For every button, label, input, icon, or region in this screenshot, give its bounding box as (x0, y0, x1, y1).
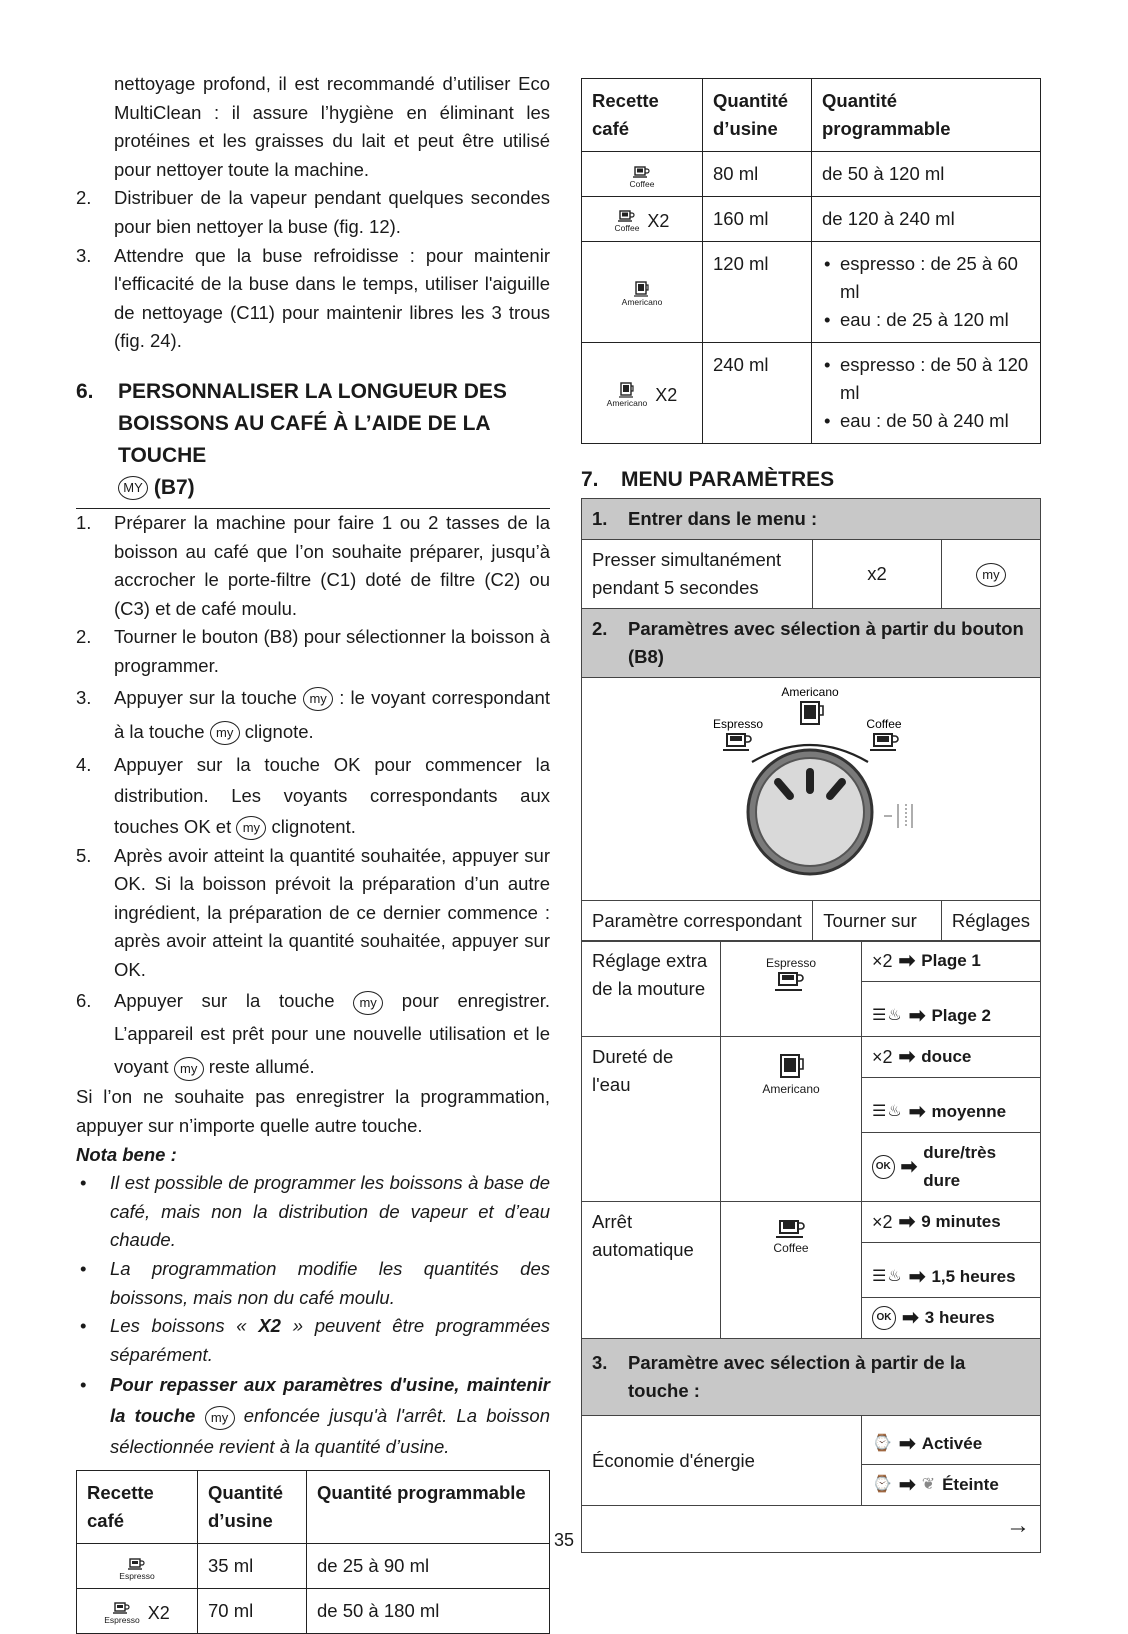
arrow-right-icon: ➡ (898, 1046, 916, 1069)
list-item: 1. Préparer la machine pour faire 1 ou 2 tasses de la boisson au café que l’on souhaite préparer, jusqu’à accrocher le porte-filtre (C1) doté de filtre (C2) ou (C3) et de café moulu. (76, 511, 550, 619)
note-item: • La programmation modifie les quantités des boissons, mais non du café moulu. (80, 1258, 550, 1308)
menu-bar-2: 2. Paramètres avec sélection à partir du bouton (B8) (582, 609, 1041, 678)
arrow-right-icon: ➡ (898, 1433, 916, 1456)
coffee-cup-icon: Coffee (773, 1218, 808, 1256)
my-key-icon: MY (118, 476, 148, 500)
espresso-cup-icon (723, 734, 751, 750)
menu-bar-3: 3. Paramètre avec sélection à partir de la touche : (582, 1339, 1041, 1416)
arrow-right-icon: ➡ (908, 1266, 926, 1289)
ok-key-icon: OK (872, 1155, 895, 1179)
continued-steps (76, 184, 550, 356)
ok-key-icon: OK (872, 1306, 896, 1330)
my-key-icon: my (976, 563, 1006, 587)
note-item: • Pour repasser aux paramètres d'usine, maintenir la touche my enfoncée jusqu'à l'arrêt. La boisson sélectionnée revient à la quantité d’usine. (80, 1374, 550, 1458)
coffee-cup-icon: Coffee (630, 165, 655, 189)
left-column (76, 70, 550, 1634)
list-item: 6. Appuyer sur la touche my pour enregistrer. L’appareil est prêt pour une nouvelle utilisation et le voyant my reste allumé. (76, 984, 550, 1083)
arrow-right-icon: ➡ (908, 1005, 926, 1028)
coffee-cup-icon (870, 734, 898, 750)
selector-dial-illustration (582, 678, 1040, 892)
arrow-right-icon: ➡ (900, 1156, 918, 1179)
espresso-cup-icon: Espresso (104, 1601, 139, 1625)
arrow-right-icon: ➡ (908, 1101, 926, 1124)
list-item: 2. Tourner le bouton (B8) pour sélectionner la boisson à programmer. (76, 626, 550, 676)
espresso-cup-icon: Espresso (119, 1557, 154, 1581)
menu-bar-1: 1. Entrer dans le menu : (582, 499, 1041, 540)
my-key-icon: my (210, 721, 240, 745)
page-number: 35 (553, 1530, 575, 1550)
arrow-right-icon: ➡ (898, 950, 916, 973)
americano-cup-icon (801, 702, 823, 724)
section-7-heading: 7. MENU PARAMÈTRES (581, 468, 835, 491)
right-column (581, 78, 1053, 1553)
my-key-icon: my (303, 687, 333, 711)
section-6-heading: 6. PERSONNALISER LA LONGUEUR DES BOISSONS AU CAFÉ À L’AIDE DE LA TOUCHE MY (B7) (76, 376, 550, 509)
note-item: • Il est possible de programmer les boissons à base de café, mais non la distribution de vapeur et d’eau chaude. (80, 1172, 550, 1251)
section-6-key-ref: (B7) (153, 475, 195, 499)
list-item: 5. Après avoir atteint la quantité souhaitée, appuyer sur OK. Si la boisson prévoit la préparation d’un autre ingrédient, la préparation de ce dernier commence : après avoir atteint la quantité souhaitée, appuyer sur OK. (76, 844, 550, 980)
arrow-right-icon: ➡ (898, 1474, 916, 1497)
parameter-rows-table: Réglage extra de la mouture Espresso ×2 ➡ Plage 1 ☰♨ ➡ Plage 2 Dureté de l'eau Americano ×2 ➡ douce ☰♨ ➡ moyenne OK ➡ dure/très dure Arrêt automatique Coffee ×2 ➡ 9 minutes ☰♨ ➡ 1,5 heures OK ➡ 3 heures 3. Paramètre avec sélection à partir de la touche : Économie d'énergie ⌚ ➡ Activée ⌚ ➡ ❦ Éteinte → (581, 940, 1041, 1553)
nota-bene-title: Nota bene : (76, 1143, 177, 1165)
leaf-icon: ❦ (921, 1476, 937, 1494)
energy-saving-key-icon: ⌚ (872, 1435, 893, 1453)
dial-label-americano: Americano (781, 685, 839, 699)
continued-arrow-icon: → (582, 1506, 1041, 1553)
list-item: 4. Appuyer sur la touche OK pour commencer la distribution. Les voyants correspondants aux touches OK et my clignotent. (76, 749, 550, 842)
americano-cup-icon: Americano (622, 281, 663, 307)
menu-steam-icon: ☰♨ (872, 1268, 903, 1286)
my-key-icon: my (236, 816, 266, 840)
americano-cup-icon: Americano (762, 1053, 819, 1097)
list-item: 3. Appuyer sur la touche my : le voyant correspondant à la touche my clignote. (76, 681, 550, 749)
note-item: • Les boissons « X2 » peuvent être programmées séparément. (80, 1315, 551, 1365)
selector-dial-figure (582, 678, 1041, 901)
espresso-quantity-table: Recette café Quantité d’usine Quantité programmable Espresso 35 ml de 25 à 90 ml Espresso X2 70 ml de 50 à 180 ml (76, 1470, 550, 1634)
arrow-right-icon: ➡ (902, 1307, 919, 1330)
list-item: 2. Distribuer de la vapeur pendant quelques secondes pour bien nettoyer la buse (fig. 12). (76, 187, 550, 237)
continued-paragraph: nettoyage profond, il est recommandé d’utiliser Eco MultiClean : il assure l’hygiène en éliminant les protéines et les graisses du lait et peut être utilisé pour nettoyer toute la machine. (114, 73, 550, 180)
no-save-paragraph: Si l’on ne souhaite pas enregistrer la programmation, appuyer sur n’importe quelle autre touche. (76, 1086, 550, 1137)
menu-steam-icon: ☰♨ (872, 1103, 903, 1121)
my-key-icon: my (353, 991, 383, 1015)
nota-bene-list (76, 1169, 550, 1462)
steam-indicator-icon (884, 804, 912, 828)
list-item: 3. Attendre que la buse refroidisse : pour maintenir l'efficacité de la buse dans le temps, utiliser l'aiguille de nettoyage (C11) pour maintenir libres les 3 trous (fig. 24). (76, 244, 550, 352)
programming-steps (76, 509, 550, 1084)
espresso-cup-icon: Espresso (766, 956, 816, 994)
my-key-icon: my (205, 1406, 235, 1430)
arrow-right-icon: ➡ (898, 1211, 916, 1234)
menu-steam-icon: ☰♨ (872, 1007, 903, 1025)
settings-menu-table: 1. Entrer dans le menu : Presser simultanément pendant 5 secondes x2 my 2. Paramètres avec sélection à partir du bouton (B8) Americano Espresso Coffee Paramètre correspondant Tourner sur Réglages (581, 498, 1041, 942)
dial-label-coffee: Coffee (866, 717, 902, 731)
section-6-title: PERSONNALISER LA LONGUEUR DES BOISSONS AU CAFÉ À L’AIDE DE LA TOUCHE (118, 379, 507, 467)
my-key-icon: my (174, 1057, 204, 1081)
coffee-cup-icon: Coffee (615, 209, 640, 233)
americano-cup-icon: Americano (607, 382, 648, 408)
section-7-title: MENU PARAMÈTRES (621, 468, 835, 491)
energy-saving-key-icon: ⌚ (872, 1476, 893, 1494)
coffee-quantity-table: Recette café Quantité d’usine Quantité programmable Coffee 80 ml de 50 à 120 ml Coffee X2 160 ml de 120 à 240 ml Americano 120 ml • espresso : de 25 à 60 ml • eau : de 25 à 120 ml Americano X2 240 ml • espresso : de 50 à 120 ml • eau : de 50 à 240 ml (581, 78, 1041, 444)
dial-label-espresso: Espresso (712, 717, 764, 731)
